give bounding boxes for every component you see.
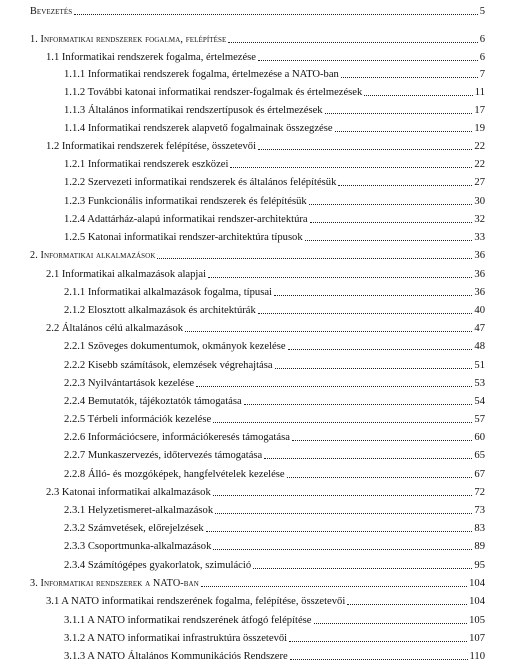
dot-leader	[314, 623, 468, 624]
dot-leader	[264, 458, 472, 459]
toc-entry[interactable]	[0, 574, 485, 590]
toc-entry-page: 22	[474, 159, 485, 170]
toc-entry[interactable]	[0, 428, 485, 444]
toc-entry[interactable]	[0, 65, 485, 81]
toc-entry-label: 1.2.1 Informatikai rendszerek eszközei	[64, 159, 229, 170]
dot-leader	[258, 60, 478, 61]
toc-entry-label: 2.1 Informatikai alkalmazások alapjai	[46, 269, 207, 280]
toc-entry-label: 3. Informatikai rendszerek a NATO-ban	[30, 578, 199, 589]
toc-entry-label: 1.1.4 Informatikai rendszerek alapvető fogalmainak összegzése	[64, 123, 333, 134]
dot-leader	[275, 368, 473, 369]
dot-leader	[287, 477, 473, 478]
toc-entry[interactable]	[0, 137, 485, 153]
toc-entry-label: 2.2.4 Bemutatók, tájékoztatók támogatása	[64, 396, 242, 407]
toc-entry-label: 2.3.1 Helyzetismeret-alkalmazások	[64, 505, 214, 516]
dot-leader	[185, 331, 472, 332]
toc-entry-label: 2.3 Katonai informatikai alkalmazások	[46, 487, 211, 498]
dot-leader	[305, 240, 473, 241]
toc-entry-page: 104	[469, 596, 485, 607]
dot-leader	[253, 568, 472, 569]
toc-entry[interactable]	[0, 410, 485, 426]
dot-leader	[338, 185, 472, 186]
toc-entry[interactable]	[0, 629, 485, 645]
dot-leader	[230, 167, 472, 168]
toc-entry-page: 89	[474, 541, 485, 552]
dot-leader	[341, 77, 478, 78]
dot-leader	[201, 586, 467, 587]
toc-entry-page: 57	[474, 414, 485, 425]
toc-entry[interactable]	[0, 319, 485, 335]
toc-entry[interactable]	[0, 647, 485, 663]
toc-entry[interactable]	[0, 465, 485, 481]
toc-entry[interactable]	[0, 556, 485, 572]
toc-entry[interactable]	[0, 83, 485, 99]
toc-entry[interactable]	[0, 519, 485, 535]
toc-entry-label: 3.1 A NATO informatikai rendszerének fogalma, felépítése, összetevői	[46, 596, 346, 607]
dot-leader	[215, 513, 472, 514]
toc-entry-page: 47	[474, 323, 485, 334]
dot-leader	[289, 641, 467, 642]
toc-entry[interactable]	[0, 210, 485, 226]
toc-entry-page: 110	[469, 651, 485, 662]
toc-entry-label: 1.2 Informatikai rendszerek felépítése, összetevői	[46, 141, 257, 152]
toc-entry-label: 1. Informatikai rendszerek fogalma, felépítése	[30, 34, 227, 45]
toc-entry-label: 1.2.3 Funkcionális informatikai rendszerek és felépítésük	[64, 196, 307, 207]
toc-entry-label: 1.1.3 Általános informatikai rendszertípusok és értelmezések	[64, 105, 323, 116]
toc-entry-page: 40	[474, 305, 485, 316]
toc-entry-label: Bevezetés	[30, 6, 73, 17]
toc-entry[interactable]	[0, 228, 485, 244]
toc-entry-label: 2.2.3 Nyilvántartások kezelése	[64, 378, 195, 389]
dot-leader	[228, 42, 477, 43]
toc-entry[interactable]	[0, 592, 485, 608]
dot-leader	[288, 349, 473, 350]
toc-entry-label: 1.1.1 Informatikai rendszerek fogalma, értelmezése a NATO-ban	[64, 69, 339, 80]
dot-leader	[309, 204, 473, 205]
dot-leader	[213, 422, 472, 423]
toc-entry-page: 72	[474, 487, 485, 498]
toc-entry-label: 2.2.6 Információcsere, információkeresés támogatása	[64, 432, 290, 443]
toc-entry-page: 33	[474, 232, 485, 243]
toc-entry-page: 32	[474, 214, 485, 225]
toc-entry-page: 53	[474, 378, 485, 389]
toc-entry[interactable]	[0, 283, 485, 299]
toc-entry[interactable]	[0, 265, 485, 281]
toc-entry-label: 3.1.3 A NATO Általános Kommunikációs Rendszere	[64, 651, 288, 662]
toc-entry-label: 2.1.2 Elosztott alkalmazások és architektúrák	[64, 305, 256, 316]
toc-entry-page: 54	[474, 396, 485, 407]
dot-leader	[213, 549, 472, 550]
toc-entry-label: 3.1.1 A NATO informatikai rendszerének átfogó felépítése	[64, 615, 312, 626]
toc-entry-label: 2.3.3 Csoportmunka-alkalmazások	[64, 541, 212, 552]
toc-entry[interactable]	[0, 374, 485, 390]
toc-entry-label: 2.2.2 Kisebb számítások, elemzések végrehajtása	[64, 360, 273, 371]
dot-leader	[258, 149, 472, 150]
toc-entry-page: 27	[474, 177, 485, 188]
toc-entry-page: 17	[474, 105, 485, 116]
toc-entry-label: 2.2.1 Szöveges dokumentumok, okmányok kezelése	[64, 341, 286, 352]
toc-entry[interactable]	[0, 392, 485, 408]
dot-leader	[364, 95, 472, 96]
toc-entry-label: 2.3.2 Számvetések, előrejelzések	[64, 523, 204, 534]
toc-entry[interactable]	[0, 537, 485, 553]
toc-entry-page: 22	[474, 141, 485, 152]
toc-entry-page: 67	[474, 469, 485, 480]
toc-entry[interactable]	[0, 356, 485, 372]
dot-leader	[290, 659, 468, 660]
dot-leader	[213, 495, 473, 496]
toc-entry[interactable]	[0, 101, 485, 117]
toc-entry-page: 105	[469, 615, 485, 626]
toc-entry-page: 6	[479, 52, 485, 63]
dot-leader	[347, 604, 467, 605]
dot-leader	[157, 258, 472, 259]
toc-entry[interactable]	[0, 337, 485, 353]
dot-leader	[244, 404, 473, 405]
dot-leader	[325, 113, 473, 114]
toc-entry-page: 48	[474, 341, 485, 352]
toc-entry[interactable]	[0, 483, 485, 499]
toc-entry[interactable]	[0, 192, 485, 208]
dot-leader	[196, 386, 472, 387]
toc-entry-label: 1.2.5 Katonai informatikai rendszer-architektúra típusok	[64, 232, 303, 243]
dot-leader	[292, 440, 473, 441]
toc-entry-label: 2.2 Általános célú alkalmazások	[46, 323, 184, 334]
toc-entry-page: 7	[479, 69, 485, 80]
toc-entry-page: 83	[474, 523, 485, 534]
toc-entry-label: 2. Informatikai alkalmazások	[30, 250, 156, 261]
toc-entry-label: 1.2.2 Szervezeti informatikai rendszerek és általános felépítésük	[64, 177, 337, 188]
toc-entry-page: 51	[474, 360, 485, 371]
toc-entry-page: 107	[469, 633, 485, 644]
toc-entry-page: 11	[474, 87, 485, 98]
toc-entry-page: 36	[474, 269, 485, 280]
toc-entry-label: 1.1 Informatikai rendszerek fogalma, értelmezése	[46, 52, 257, 63]
toc-entry-label: 2.1.1 Informatikai alkalmazások fogalma, típusai	[64, 287, 272, 298]
dot-leader	[208, 277, 472, 278]
dot-leader	[74, 14, 477, 15]
dot-leader	[274, 295, 472, 296]
toc-entry-page: 65	[474, 450, 485, 461]
toc-entry-page: 19	[474, 123, 485, 134]
toc-entry-label: 2.3.4 Számítógépes gyakorlatok, szimuláció	[64, 560, 252, 571]
toc-entry-page: 5	[479, 6, 485, 17]
toc-entry[interactable]	[0, 301, 485, 317]
toc-entry[interactable]	[0, 30, 485, 46]
toc-entry-label: 1.2.4 Adattárház-alapú informatikai rendszer-architektúra	[64, 214, 308, 225]
toc-entry[interactable]	[0, 611, 485, 627]
toc-entry-label: 2.2.8 Álló- és mozgóképek, hangfelvételek kezelése	[64, 469, 285, 480]
toc-entry[interactable]	[0, 501, 485, 517]
dot-leader	[258, 313, 473, 314]
toc-entry[interactable]	[0, 155, 485, 171]
toc-entry[interactable]	[0, 446, 485, 462]
dot-leader	[335, 131, 473, 132]
toc-entry[interactable]	[0, 119, 485, 135]
toc-entry-label: 1.1.2 További katonai informatikai rendszer-fogalmak és értelmezések	[64, 87, 363, 98]
toc-entry-page: 30	[474, 196, 485, 207]
toc-entry-page: 6	[479, 34, 485, 45]
toc-entry-page: 60	[474, 432, 485, 443]
toc-entry[interactable]	[0, 173, 485, 189]
dot-leader	[206, 531, 473, 532]
toc-entry-label: 2.2.5 Térbeli információk kezelése	[64, 414, 212, 425]
toc-entry-label: 3.1.2 A NATO informatikai infrastruktúra összetevői	[64, 633, 288, 644]
toc-entry-page: 36	[474, 250, 485, 261]
toc-entry[interactable]	[0, 2, 485, 18]
toc-entry[interactable]	[0, 48, 485, 64]
toc-entry-page: 95	[474, 560, 485, 571]
dot-leader	[310, 222, 473, 223]
toc-entry[interactable]	[0, 246, 485, 262]
toc-entry-page: 36	[474, 287, 485, 298]
toc-entry-label: 2.2.7 Munkaszervezés, időtervezés támogatása	[64, 450, 263, 461]
toc-entry-page: 73	[474, 505, 485, 516]
toc-entry-page: 104	[469, 578, 485, 589]
